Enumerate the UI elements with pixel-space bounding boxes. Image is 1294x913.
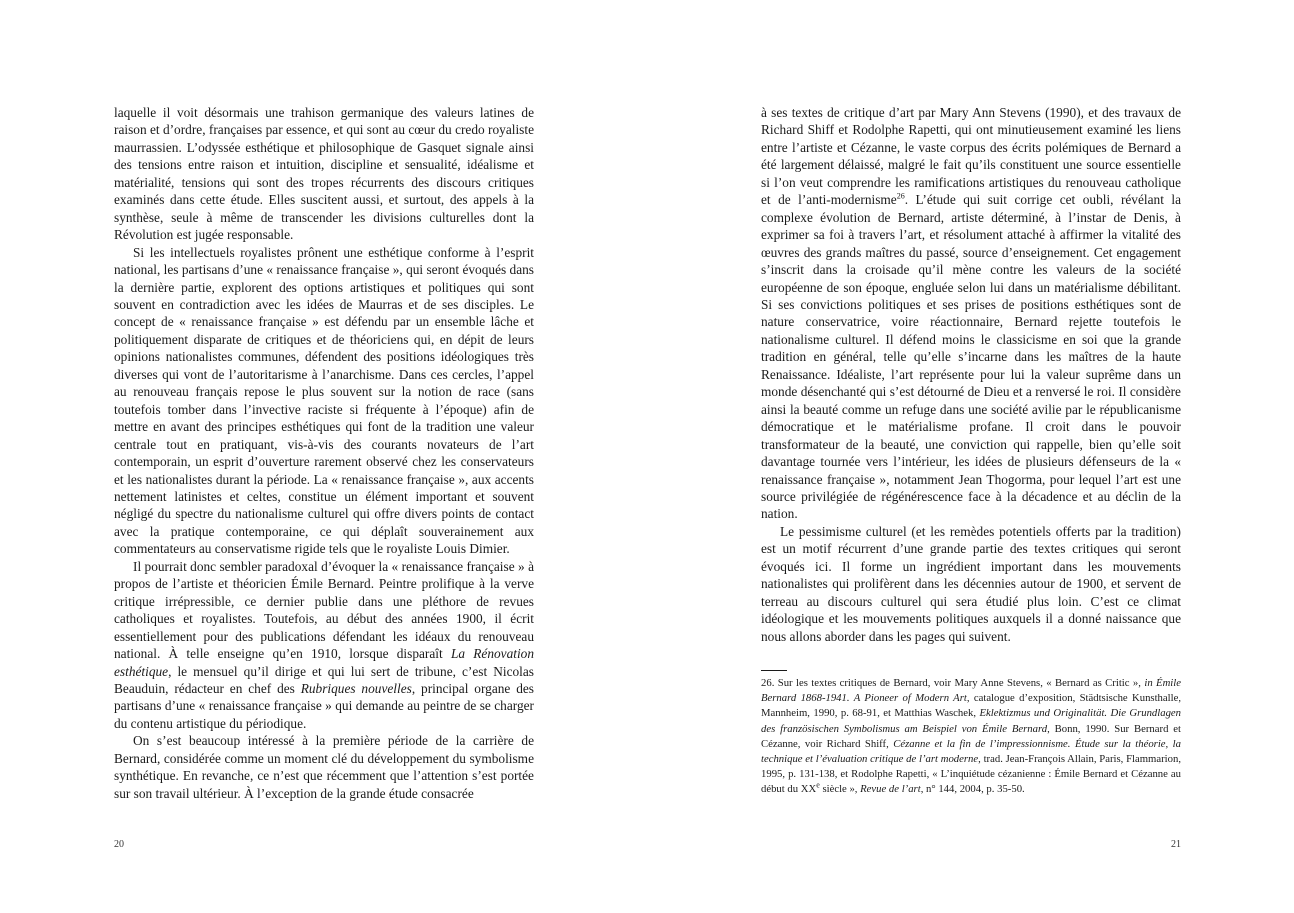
- left-page-body: [114, 104, 534, 802]
- footnote-text: [761, 676, 1181, 798]
- paragraph: [114, 558, 534, 733]
- paragraph-text: Il pourrait donc sembler paradoxal d’évoquer la « renaissance française » à propos de l’artiste et théoricien Émile Bernard. Peintre prolifique à la verve critique irrépressible, ce dernier publie dans une pléthore de revues catholiques et royalistes. Toutefois, au début des années 1900, il écrit essentiellement pour des publications défendant les idéaux du renouveau national. À telle enseigne qu’en 1910, lorsque disparaît: [114, 558, 534, 662]
- footnote-divider: [761, 670, 787, 671]
- footnote-ref[interactable]: 26: [896, 191, 905, 201]
- paragraph: laquelle il voit désormais une trahison germanique des valeurs latines de raison et d’ordre, françaises par essence, et qui sont au cœur du credo royaliste maurrassien. L’odyssée esthétique et philosophique de Gasquet signale ainsi des tensions entre raison et intuition, discipline et sensualité, idéalisme et matérialité, tensions qui sont des tropes récurrents des discours critiques examinés dans cette étude. Elles suscitent aussi, et surtout, des appels à la synthèse, seule à même de transcender les divisions culturelles dont la Révolution est jugée responsable.: [114, 105, 534, 243]
- footnote-segment: 26. Sur les textes critiques de Bernard, voir Mary Anne Stevens, « Bernard as Critic »,: [761, 677, 1141, 689]
- footnote-segment: , catalogue d’exposition, Städtsische Kunsthalle, Mannheim, 1990, p. 68-91, et Matthias Waschek,: [761, 692, 1181, 720]
- page-number: 20: [114, 839, 124, 850]
- paragraph: Le pessimisme culturel (et les remèdes potentiels offerts par la tradition) est un motif récurrent d’une grande partie des textes critiques qui seront évoqués ici. Il forme un ingrédient important dans les mouvements nationalistes qui prolifèrent dans les décennies autour de 1900, et servent de terreau au discours culturel qui sera étudié plus loin. C’est ce climat idéologique et les mouvements politiques auxquels il a donné naissance que nous allons aborder dans les pages qui suivent.: [761, 523, 1181, 644]
- paragraph-text: . L’étude qui suit corrige cet oubli, révélant la complexe évolution de Bernard, artiste déterminé, à l’instar de Denis, à exprimer sa foi à travers l’art, et résolument attaché à affirmer la vitalité des œuvres des grands maîtres du passé, source d’enseignement. Cet engagement s’inscrit dans la croisade qu’il mène contre les valeurs de la société européenne de son époque, engluée selon lui dans un matérialisme débilitant. Si ses convictions politiques et ses prises de positions esthétiques sont de nature conservatrice, voire réactionnaire, Bernard rejette toutefois le nationalisme culturel. Il défend moins le classicisme en soi que la grande tradition en général, telle qu’elle s’incarne dans les maîtres de la haute Renaissance. Idéaliste, l’art représente pour lui la valeur suprême dans un monde désenchanté qui s’est détourné de Dieu et a renversé le roi. Il considère ainsi la beauté comme un refuge dans une société avilie par le républicanisme démocratique et le matérialisme profane. Il croit dans le pouvoir transformateur de la beauté, une conviction qui rappelle, bien qu’elle soit davantage tournée vers l’intérieur, les idées de plusieurs défenseurs de la « renaissance française », notamment Jean Thogorma, pour lequel l’art est une source privilégiée de régénérescence face à la décadence et au déclin de la nation.: [761, 192, 1182, 522]
- right-page-body: [761, 104, 1181, 645]
- superscript: e: [816, 780, 820, 790]
- periodical-title: Rubriques nouvelles: [300, 680, 412, 696]
- paragraph-text: , le mensuel qu’il dirige et qui lui sert de tribune, c’est Nicolas Beauduin, rédacteur en chef des: [114, 663, 534, 696]
- footnote-title: Eklektizmus und Originalität. Die Grundlagen des französischen Symbolismus am Beispiel von Émile Bernard: [761, 707, 1182, 735]
- paragraph-text: , principal organe des partisans d’une « renaissance française » qui demande au peintre de se charger du contenu artistique du périodique.: [114, 680, 534, 731]
- footnote-segment: siècle »,: [819, 783, 858, 796]
- page-number: 21: [1171, 839, 1181, 850]
- footnote-title: in Émile Bernard 1868-1941. A Pioneer of Modern Art: [761, 677, 1181, 705]
- footnote-title: Cézanne et la fin de l’impressionnisme. Étude sur la théorie, la technique et l’évaluation critique de l’art moderne: [761, 737, 1181, 766]
- paragraph: [761, 104, 1181, 523]
- paragraph-text: à ses textes de critique d’art par Mary Ann Stevens (1990), et des travaux de Richard Shiff et Rodolphe Rapetti, qui ont minutieusement examiné les liens entre l’artiste et Cézanne, le vaste corpus des écrits polémiques de Bernard a été largement délaissé, malgré le fait qu’ils constituent une source essentielle si l’on veut comprendre les ramifications artistiques du renouveau catholique et de l’anti-modernisme: [761, 105, 1181, 208]
- footnote-title: Revue de l’art: [860, 783, 921, 796]
- footnote-segment: , Bonn, 1990. Sur Bernard et Cézanne, voir Richard Shiff,: [761, 722, 1182, 750]
- footnote: [761, 676, 1181, 798]
- right-page: [647, 0, 1294, 913]
- periodical-title: La Rénovation esthétique: [114, 646, 535, 679]
- footnote-segment: , n° 144, 2004, p. 35-50.: [920, 783, 1025, 796]
- paragraph: On s’est beaucoup intéressé à la première période de la carrière de Bernard, considérée comme un moment clé du développement du symbolisme synthétique. En revanche, ce n’est que récemment que l’attention s’est portée sur son travail ultérieur. À l’exception de la grande étude consacrée: [114, 733, 534, 801]
- paragraph: Si les intellectuels royalistes prônent une esthétique conforme à l’esprit national, les partisans d’une « renaissance française », qui seront évoqués dans la dernière partie, explorent des options artistiques et politiques qui sont souvent en contradiction avec les idées de Maurras et de ses disciples. Le concept de « renaissance française » est défendu par un ensemble lâche et politiquement disparate de critiques et de théoriciens qui, en dépit de leurs opinions nationalistes communes, défendent des positions idéologiques très diverses qui vont de l’autoritarisme à l’anarchisme. Dans ces cercles, l’appel au renouveau français repose le plus souvent sur la notion de race (sans toutefois tomber dans l’invective raciste si fréquente à l’époque) afin de mettre en avant des principes esthétiques qui font de la tradition une valeur centrale tout en pratiquant, vis-à-vis des courants novateurs de l’art contemporain, un esprit d’ouverture rarement observé chez les conservateurs et les nationalistes durant la période. La « renaissance française », aux accents nettement latinistes et celtes, constitue un élément important et souvent négligé du spectre du nationalisme culturel qui offre divers points de contact avec la pratique contemporaine, ce qui déplaît souverainement aux commentateurs au conservatisme rigide tels que le royaliste Louis Dimier.: [114, 244, 534, 557]
- footnote-segment: , trad. Jean-François Allain, Paris, Flammarion, 1995, p. 131-138, et Rodolphe Rapetti, « L’inquiétude cézanienne : Émile Bernard et Cézanne au début du XX: [761, 753, 1181, 796]
